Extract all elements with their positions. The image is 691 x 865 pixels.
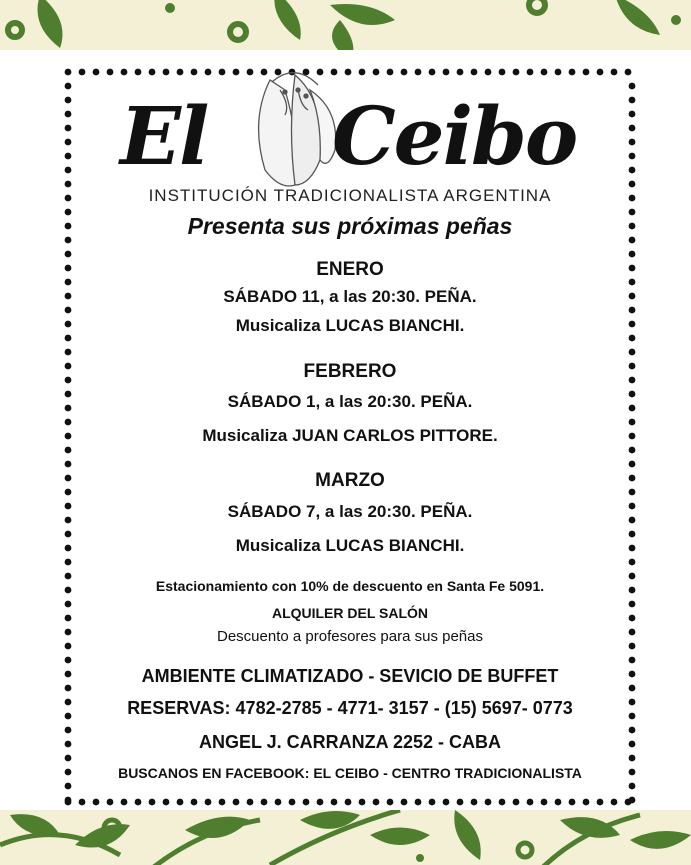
border-dot bbox=[65, 797, 72, 804]
border-dot bbox=[275, 799, 282, 806]
border-dot bbox=[289, 799, 296, 806]
border-dot bbox=[457, 799, 464, 806]
border-dot bbox=[485, 799, 492, 806]
border-dot bbox=[629, 251, 636, 258]
border-dot bbox=[65, 251, 72, 258]
border-dot bbox=[331, 799, 338, 806]
border-dot bbox=[555, 799, 562, 806]
border-dot bbox=[485, 69, 492, 76]
border-dot bbox=[247, 799, 254, 806]
border-dot bbox=[93, 69, 100, 76]
logo-text-left: El bbox=[120, 89, 208, 183]
institution-subtitle: INSTITUCIÓN TRADICIONALISTA ARGENTINA bbox=[148, 186, 552, 205]
border-dot bbox=[415, 69, 422, 76]
border-dot bbox=[317, 799, 324, 806]
event-month-3: MARZO bbox=[315, 470, 385, 491]
border-dot bbox=[513, 69, 520, 76]
border-dot bbox=[65, 755, 72, 762]
border-dot bbox=[429, 799, 436, 806]
border-dot bbox=[93, 799, 100, 806]
parking-info: Estacionamiento con 10% de descuento en Santa Fe 5091. bbox=[155, 578, 545, 594]
border-dot bbox=[65, 69, 72, 76]
border-dot bbox=[597, 799, 604, 806]
border-dot bbox=[415, 799, 422, 806]
leaf-icon bbox=[274, 0, 300, 40]
leaf-icon bbox=[630, 831, 691, 849]
event-poster bbox=[62, 66, 638, 808]
border-dot bbox=[219, 799, 226, 806]
border-dot bbox=[65, 461, 72, 468]
border-dot bbox=[345, 799, 352, 806]
border-dot bbox=[191, 799, 198, 806]
border-dot bbox=[177, 799, 184, 806]
border-dot bbox=[629, 461, 636, 468]
border-dot bbox=[611, 69, 618, 76]
border-dot bbox=[65, 307, 72, 314]
border-dot bbox=[79, 799, 86, 806]
event-month-1: ENERO bbox=[316, 259, 384, 280]
border-dot bbox=[205, 69, 212, 76]
border-dot bbox=[121, 799, 128, 806]
border-dot bbox=[373, 799, 380, 806]
leaf-icon bbox=[615, 0, 660, 35]
event-date-1: SÁBADO 11, a las 20:30. PEÑA. bbox=[223, 287, 477, 306]
border-dot bbox=[135, 799, 142, 806]
leaf-icon bbox=[10, 814, 60, 836]
border-dot bbox=[149, 69, 156, 76]
border-dot bbox=[569, 799, 576, 806]
event-date-2: SÁBADO 1, a las 20:30. PEÑA. bbox=[227, 392, 473, 411]
border-dot bbox=[359, 799, 366, 806]
rental-info: ALQUILER DEL SALÓN bbox=[271, 605, 429, 621]
border-dot bbox=[513, 799, 520, 806]
facebook-info: BUSCANOS EN FACEBOOK: EL CEIBO - CENTRO TRADICIONALISTA bbox=[118, 765, 582, 781]
border-dot bbox=[387, 799, 394, 806]
border-dot bbox=[629, 349, 636, 356]
border-dot bbox=[629, 419, 636, 426]
border-dot bbox=[597, 69, 604, 76]
border-dot bbox=[163, 799, 170, 806]
border-dot bbox=[65, 559, 72, 566]
border-dot bbox=[359, 69, 366, 76]
amenities-info: AMBIENTE CLIMATIZADO - SEVICIO DE BUFFET bbox=[141, 666, 559, 686]
border-dot bbox=[107, 69, 114, 76]
border-dot bbox=[65, 657, 72, 664]
border-dot bbox=[527, 69, 534, 76]
bottom-leaf-banner bbox=[0, 810, 691, 865]
border-dot bbox=[629, 447, 636, 454]
border-dot bbox=[499, 69, 506, 76]
border-dot bbox=[527, 799, 534, 806]
border-dot bbox=[65, 349, 72, 356]
leaf-icon bbox=[454, 810, 480, 860]
border-dot bbox=[205, 799, 212, 806]
border-dot bbox=[163, 69, 170, 76]
border-dot bbox=[135, 69, 142, 76]
leaf-icon bbox=[370, 828, 430, 846]
logo bbox=[62, 78, 638, 198]
border-dot bbox=[233, 69, 240, 76]
top-leaf-banner bbox=[0, 0, 691, 50]
discount-info: Descuento a profesores para sus peñas bbox=[217, 628, 483, 645]
tagline: Presenta sus próximas peñas bbox=[187, 213, 513, 239]
border-dot bbox=[191, 69, 198, 76]
border-dot bbox=[429, 69, 436, 76]
border-dot bbox=[499, 799, 506, 806]
border-dot bbox=[629, 783, 636, 790]
border-dot bbox=[443, 69, 450, 76]
border-dot bbox=[629, 755, 636, 762]
border-dot bbox=[149, 799, 156, 806]
border-dot bbox=[401, 799, 408, 806]
border-dot bbox=[373, 69, 380, 76]
event-dj-3: Musicaliza LUCAS BIANCHI. bbox=[235, 536, 465, 555]
border-dot bbox=[629, 307, 636, 314]
border-dot bbox=[611, 799, 618, 806]
event-month-2: FEBRERO bbox=[303, 361, 397, 382]
border-dot bbox=[387, 69, 394, 76]
border-dot bbox=[629, 797, 636, 804]
border-dot bbox=[107, 799, 114, 806]
leaf-icon bbox=[185, 817, 250, 838]
border-dot bbox=[541, 69, 548, 76]
logo-text-right: Ceibo bbox=[332, 89, 577, 183]
border-dot bbox=[233, 799, 240, 806]
border-dot bbox=[401, 69, 408, 76]
border-dot bbox=[471, 799, 478, 806]
border-dot bbox=[629, 559, 636, 566]
border-dot bbox=[471, 69, 478, 76]
leaf-icon bbox=[332, 20, 353, 50]
event-date-3: SÁBADO 7, a las 20:30. PEÑA. bbox=[227, 502, 473, 521]
border-dot bbox=[629, 657, 636, 664]
border-dot bbox=[65, 783, 72, 790]
event-dj-1: Musicaliza LUCAS BIANCHI. bbox=[235, 316, 465, 335]
border-dot bbox=[261, 799, 268, 806]
address-info: ANGEL J. CARRANZA 2252 - CABA bbox=[198, 732, 502, 752]
border-dot bbox=[65, 419, 72, 426]
event-dj-2: Musicaliza JUAN CARLOS PITTORE. bbox=[202, 426, 498, 445]
reservations-info: RESERVAS: 4782-2785 - 4771- 3157 - (15) 5697- 0773 bbox=[127, 698, 573, 718]
border-dot bbox=[303, 799, 310, 806]
border-dot bbox=[583, 799, 590, 806]
border-dot bbox=[583, 69, 590, 76]
border-dot bbox=[219, 69, 226, 76]
border-dot bbox=[443, 799, 450, 806]
border-dot bbox=[65, 447, 72, 454]
border-dot bbox=[625, 69, 632, 76]
border-dot bbox=[541, 799, 548, 806]
border-dot bbox=[177, 69, 184, 76]
border-dot bbox=[79, 69, 86, 76]
leaf-icon bbox=[560, 817, 620, 838]
border-dot bbox=[121, 69, 128, 76]
border-dot bbox=[457, 69, 464, 76]
border-dot bbox=[569, 69, 576, 76]
border-dot bbox=[555, 69, 562, 76]
leaf-icon bbox=[38, 0, 63, 48]
